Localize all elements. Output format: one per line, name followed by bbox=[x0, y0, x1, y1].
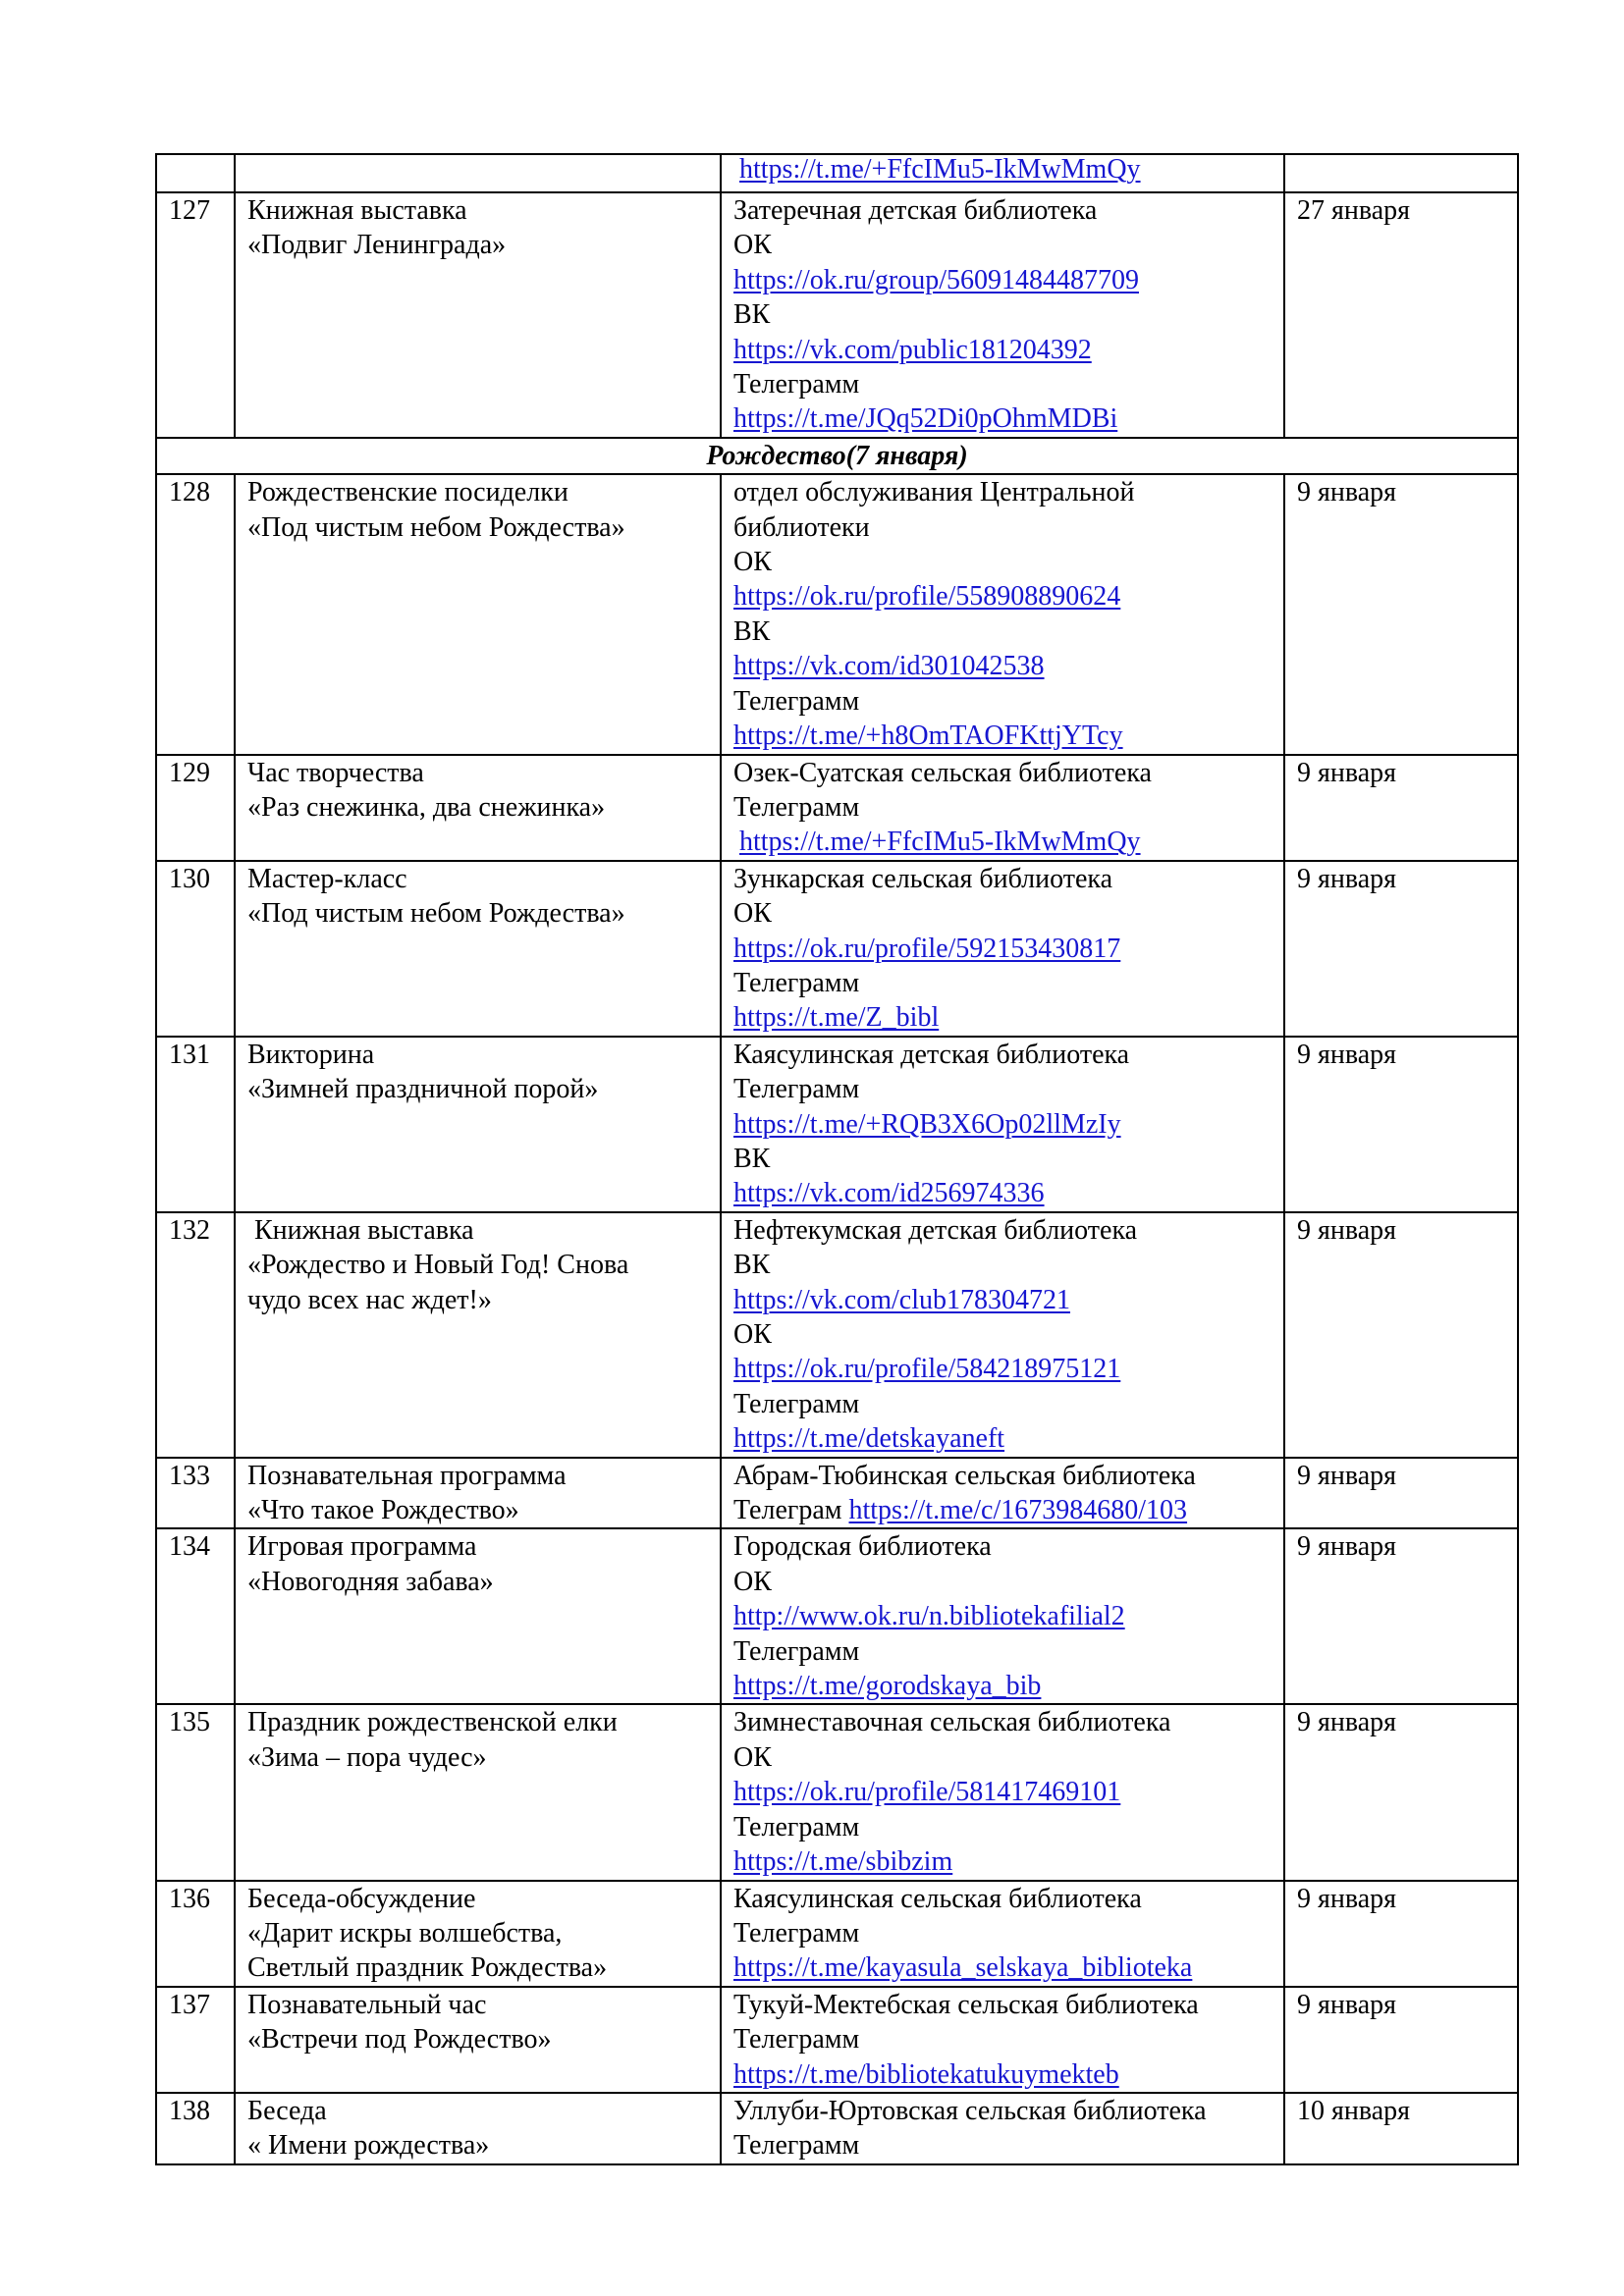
table-row bbox=[156, 861, 1518, 1037]
event-cell bbox=[235, 474, 721, 754]
row-number-cell: 127 bbox=[156, 192, 235, 438]
link-label: Телеграмм bbox=[733, 791, 860, 823]
link-label: ОК bbox=[733, 1741, 772, 1773]
event-type: Час творчества bbox=[247, 757, 424, 788]
date-cell: 9 января bbox=[1284, 474, 1518, 754]
link-label: ОК bbox=[733, 1319, 772, 1350]
event-cell bbox=[235, 1037, 721, 1212]
event-title: «Дарит искры волшебства, bbox=[247, 1917, 563, 1949]
event-title: «Под чистым небом Рождества» bbox=[247, 898, 625, 930]
ok-link[interactable]: http://www.ok.ru/n.bibliotekafilial2 bbox=[733, 1601, 1125, 1632]
event-title: «Зима – пора чудес» bbox=[247, 1741, 487, 1773]
link-label: ВК bbox=[733, 615, 771, 647]
event-type: Рождественские посиделки bbox=[247, 477, 568, 508]
place-cell bbox=[721, 755, 1284, 861]
link-label: ОК bbox=[733, 230, 772, 261]
library-name: Зункарская сельская библиотека bbox=[733, 863, 1113, 894]
date-cell bbox=[1284, 154, 1518, 192]
event-title: «Подвиг Ленинграда» bbox=[247, 230, 507, 261]
link-label: Телеграмм bbox=[733, 967, 860, 998]
event-cell bbox=[235, 1212, 721, 1458]
date-cell: 9 января bbox=[1284, 1881, 1518, 1987]
row-number-cell: 134 bbox=[156, 1528, 235, 1704]
library-name: Озек-Суатская сельская библиотека bbox=[733, 757, 1152, 788]
date-cell: 27 января bbox=[1284, 192, 1518, 438]
ok-link[interactable]: https://ok.ru/group/56091484487709 bbox=[733, 264, 1139, 295]
link-label: Телеграмм bbox=[733, 1917, 860, 1949]
link-label: ВК bbox=[733, 1143, 771, 1174]
telegram-link[interactable]: https://t.me/JQq52Di0pOhmMDBi bbox=[733, 403, 1118, 435]
event-title: «Раз снежинка, два снежинка» bbox=[247, 791, 606, 823]
event-cell bbox=[235, 755, 721, 861]
vk-link[interactable]: https://vk.com/id301042538 bbox=[733, 651, 1045, 682]
link-label: Телеграмм bbox=[733, 1811, 860, 1842]
date-cell: 9 января bbox=[1284, 1704, 1518, 1880]
vk-link[interactable]: https://vk.com/id256974336 bbox=[733, 1178, 1045, 1209]
library-name: Зимнеставочная сельская библиотека bbox=[733, 1707, 1171, 1738]
date-cell: 9 января bbox=[1284, 755, 1518, 861]
telegram-link[interactable]: https://t.me/detskayaneft bbox=[733, 1423, 1005, 1455]
place-cell bbox=[721, 1037, 1284, 1212]
link-label: Телеграмм bbox=[733, 2130, 860, 2162]
event-title: «Зимней праздничной порой» bbox=[247, 1074, 599, 1105]
table-row bbox=[156, 755, 1518, 861]
event-cell bbox=[235, 192, 721, 438]
date-cell: 9 января bbox=[1284, 1528, 1518, 1704]
row-number-cell: 133 bbox=[156, 1458, 235, 1529]
place-cell bbox=[721, 154, 1284, 192]
event-title: «Новогодняя забава» bbox=[247, 1566, 494, 1597]
telegram-link[interactable]: https://t.me/kayasula_selskaya_biblioteka bbox=[733, 1952, 1193, 1984]
library-name: Тукуй-Мектебская сельская библиотека bbox=[733, 1989, 1199, 2020]
event-type: Беседа-обсуждение bbox=[247, 1883, 476, 1914]
place-cell bbox=[721, 1212, 1284, 1458]
event-cell bbox=[235, 1987, 721, 2093]
link-label: Телеграмм bbox=[733, 369, 860, 400]
table-row bbox=[156, 154, 1518, 192]
event-type: Познавательная программа bbox=[247, 1460, 567, 1491]
table-row bbox=[156, 192, 1518, 438]
event-type: Книжная выставка bbox=[247, 195, 467, 226]
library-name: Каясулинская сельская библиотека bbox=[733, 1883, 1142, 1914]
place-cell bbox=[721, 1987, 1284, 2093]
link-label: ВК bbox=[733, 1250, 771, 1281]
row-number-cell: 137 bbox=[156, 1987, 235, 2093]
link-label: Телеграмм bbox=[733, 1635, 860, 1667]
table-row bbox=[156, 1037, 1518, 1212]
table-row bbox=[156, 474, 1518, 754]
place-cell bbox=[721, 2093, 1284, 2164]
place-cell bbox=[721, 192, 1284, 438]
row-number-cell: 129 bbox=[156, 755, 235, 861]
event-cell bbox=[235, 1881, 721, 1987]
link-label: Телеграмм bbox=[733, 685, 860, 717]
event-type: Беседа bbox=[247, 2095, 327, 2126]
place-cell bbox=[721, 1458, 1284, 1529]
row-number-cell: 138 bbox=[156, 2093, 235, 2164]
library-name-cont: библиотеки bbox=[733, 511, 870, 543]
row-number-cell: 135 bbox=[156, 1704, 235, 1880]
date-cell: 10 января bbox=[1284, 2093, 1518, 2164]
link-label: Телеграмм bbox=[733, 1074, 860, 1105]
library-name: Абрам-Тюбинская сельская библиотека bbox=[733, 1460, 1196, 1491]
row-number-cell: 131 bbox=[156, 1037, 235, 1212]
link-label: ОК bbox=[733, 547, 772, 578]
place-cell bbox=[721, 1528, 1284, 1704]
section-row bbox=[156, 438, 1518, 474]
row-number-cell: 136 bbox=[156, 1881, 235, 1987]
event-type: Познавательный час bbox=[247, 1989, 487, 2020]
event-title-cont: Светлый праздник Рождества» bbox=[247, 1952, 608, 1984]
library-name: отдел обслуживания Центральной bbox=[733, 477, 1135, 508]
date-cell: 9 января bbox=[1284, 861, 1518, 1037]
event-title: «Под чистым небом Рождества» bbox=[247, 511, 625, 543]
event-cell bbox=[235, 1458, 721, 1529]
link-label: ВК bbox=[733, 299, 771, 331]
event-type: Игровая программа bbox=[247, 1531, 477, 1563]
telegram-link[interactable]: https://t.me/bibliotekatukuymekteb bbox=[733, 2058, 1119, 2090]
library-name: Городская библиотека bbox=[733, 1531, 992, 1563]
date-cell: 9 января bbox=[1284, 1458, 1518, 1529]
table-row bbox=[156, 1704, 1518, 1880]
table-row bbox=[156, 1987, 1518, 2093]
table-row bbox=[156, 2093, 1518, 2164]
event-title: «Рождество и Новый Год! Снова bbox=[247, 1250, 629, 1281]
table-row bbox=[156, 1528, 1518, 1704]
date-cell: 9 января bbox=[1284, 1037, 1518, 1212]
telegram-link[interactable]: https://t.me/+FfcIMu5-IkMwMmQy bbox=[739, 827, 1141, 858]
date-cell: 9 января bbox=[1284, 1212, 1518, 1458]
library-name: Затеречная детская библиотека bbox=[733, 195, 1098, 226]
event-type: Книжная выставка bbox=[247, 1214, 474, 1246]
row-number-cell: 132 bbox=[156, 1212, 235, 1458]
event-cell bbox=[235, 1704, 721, 1880]
row-number-cell: 130 bbox=[156, 861, 235, 1037]
telegram-link[interactable]: https://t.me/c/1673984680/103 bbox=[848, 1495, 1188, 1526]
telegram-link[interactable]: https://t.me/gorodskaya_bib bbox=[733, 1671, 1042, 1702]
link-label: ОК bbox=[733, 898, 772, 930]
telegram-link[interactable]: https://t.me/sbibzim bbox=[733, 1846, 953, 1878]
event-title: «Встречи под Рождество» bbox=[247, 2024, 552, 2056]
library-name: Уллуби-Юртовская сельская библиотека bbox=[733, 2095, 1207, 2126]
event-title: « Имени рождества» bbox=[247, 2130, 490, 2162]
row-number-cell: 128 bbox=[156, 474, 235, 754]
event-type: Праздник рождественской елки bbox=[247, 1707, 618, 1738]
place-cell bbox=[721, 1704, 1284, 1880]
ok-link[interactable]: https://ok.ru/profile/581417469101 bbox=[733, 1777, 1121, 1808]
ok-link[interactable]: https://ok.ru/profile/592153430817 bbox=[733, 933, 1121, 964]
library-name: Каясулинская детская библиотека bbox=[733, 1039, 1130, 1070]
link-label: Телеграмм bbox=[733, 1388, 860, 1419]
event-type: Викторина bbox=[247, 1039, 375, 1070]
link-label: Телеграмм bbox=[733, 2024, 860, 2056]
table-row bbox=[156, 1212, 1518, 1458]
vk-link[interactable]: https://vk.com/club178304721 bbox=[733, 1284, 1070, 1315]
place-cell bbox=[721, 1881, 1284, 1987]
date-cell: 9 января bbox=[1284, 1987, 1518, 2093]
link-label: ОК bbox=[733, 1566, 772, 1597]
telegram-link[interactable]: https://t.me/+FfcIMu5-IkMwMmQy bbox=[739, 154, 1141, 185]
telegram-link[interactable]: https://t.me/+h8OmTAOFKttjYTcy bbox=[733, 721, 1123, 752]
events-table bbox=[155, 153, 1519, 2165]
place-cell bbox=[721, 861, 1284, 1037]
link-label: Телеграм bbox=[733, 1495, 842, 1526]
event-cell bbox=[235, 861, 721, 1037]
event-cell bbox=[235, 1528, 721, 1704]
row-number-cell bbox=[156, 154, 235, 192]
event-title: «Что такое Рождество» bbox=[247, 1495, 519, 1526]
telegram-link[interactable]: https://t.me/+RQB3X6Op02llMzIy bbox=[733, 1108, 1121, 1140]
event-title-cont: чудо всех нас ждет!» bbox=[247, 1284, 492, 1315]
place-cell bbox=[721, 474, 1284, 754]
ok-link[interactable]: https://ok.ru/profile/558908890624 bbox=[733, 581, 1121, 613]
section-heading: Рождество(7 января) bbox=[156, 438, 1518, 474]
event-type: Мастер-класс bbox=[247, 863, 407, 894]
telegram-line bbox=[733, 1493, 1272, 1527]
telegram-link[interactable]: https://t.me/Z_bibl bbox=[733, 1002, 940, 1034]
vk-link[interactable]: https://vk.com/public181204392 bbox=[733, 334, 1092, 365]
ok-link[interactable]: https://ok.ru/profile/584218975121 bbox=[733, 1354, 1121, 1385]
table-row bbox=[156, 1458, 1518, 1529]
table-row bbox=[156, 1881, 1518, 1987]
library-name: Нефтекумская детская библиотека bbox=[733, 1214, 1138, 1246]
event-cell bbox=[235, 154, 721, 192]
event-cell bbox=[235, 2093, 721, 2164]
